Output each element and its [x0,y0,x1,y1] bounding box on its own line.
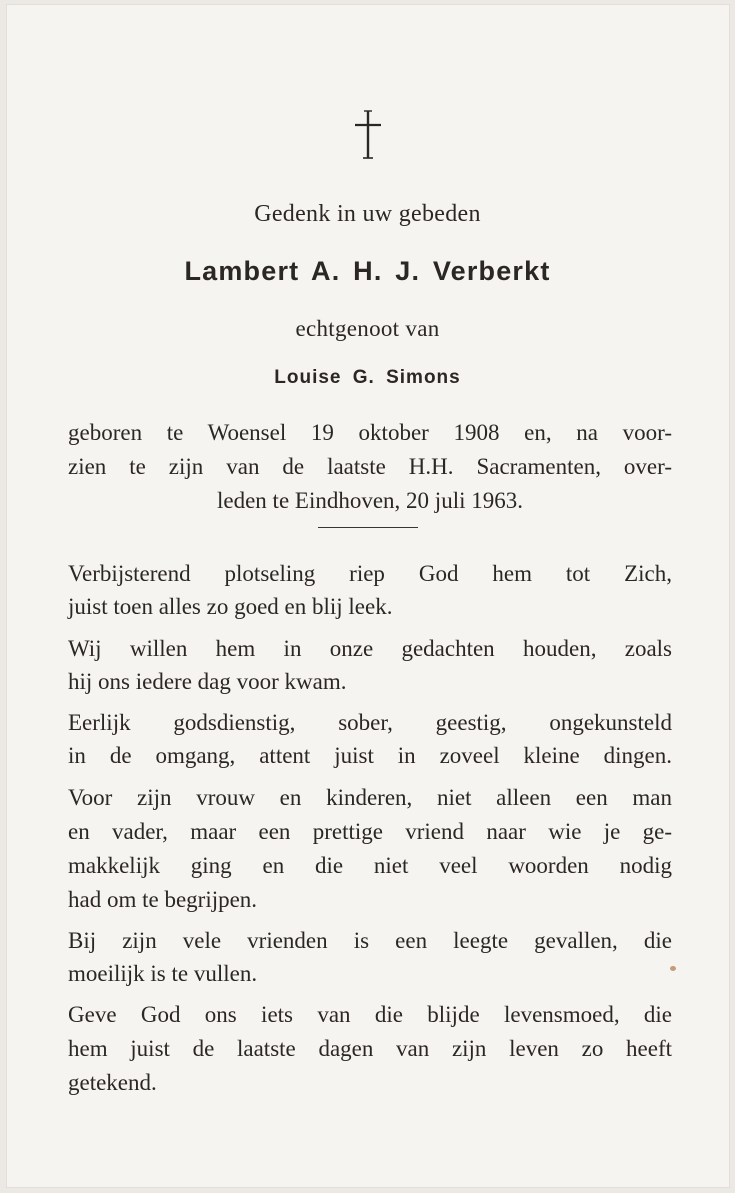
birth-death-line: zien te zijn van de laatste H.H. Sacramenten, over- [68,454,672,479]
text-line: Wij willen hem in onze gedachten houden, zoals [68,636,672,661]
text-line: had om te begrijpen. [68,887,258,912]
text-line: Eerlijk godsdienstig, sober, geestig, ongekunsteld [68,710,672,735]
paper-speck [670,966,676,971]
text-line: juist toen alles zo goed en blij leek. [68,594,393,619]
text-line: moeilijk is te vullen. [68,961,258,986]
text-line: hem juist de laatste dagen van zijn leven zo heeft [68,1036,672,1061]
text-line: Verbijsterend plotseling riep God hem tot Zich, [68,561,672,586]
text-line: makkelijk ging en die niet veel woorden nodig [68,853,672,878]
birth-death-line: leden te Eindhoven, 20 juli 1963. [217,488,523,513]
birth-death-line: geboren te Woensel 19 oktober 1908 en, na voor- [68,420,672,445]
relation-text: echtgenoot van [295,316,440,341]
text-line: hij ons iedere dag voor kwam. [68,669,347,694]
spouse-name: Louise G. Simons [274,367,461,388]
intro-text: Gedenk in uw gebeden [254,201,481,227]
text-line: Voor zijn vrouw en kinderen, niet alleen een man [68,785,672,810]
text-line: in de omgang, attent juist in zoveel kleine dingen. [68,743,672,768]
text-line: getekend. [68,1070,157,1095]
text-line: Geve God ons iets van die blijde levensmoed, die [68,1002,672,1027]
deceased-name: Lambert A. H. J. Verberkt [184,256,551,286]
text-line: Bij zijn vele vrienden is een leegte gevallen, die [68,928,672,953]
divider-rule [318,527,418,528]
text-line: en vader, maar een prettige vriend naar wie je ge- [68,819,672,844]
latin-cross-icon [352,108,384,164]
